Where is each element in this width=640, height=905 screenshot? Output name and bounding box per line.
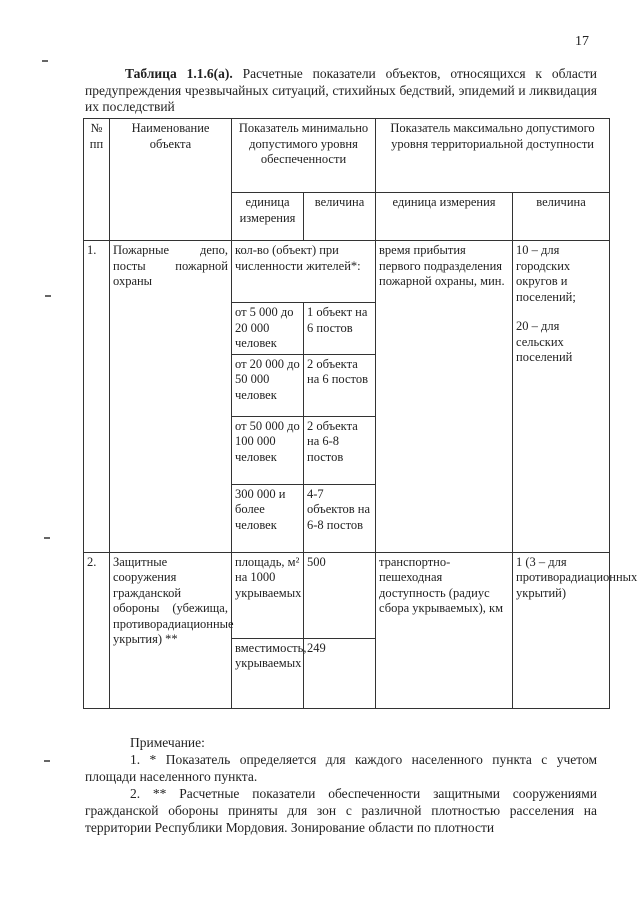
margin-mark: [44, 537, 50, 539]
row1-value-2-rural: 20 – для сельских поселений: [516, 319, 573, 364]
header-min-level: Показатель минимально допустимого уровня обеспеченности: [232, 119, 376, 193]
note-item: 2. ** Расчетные показатели обеспеченности защитными сооружениями гражданской обороны приняты для зон с различной плотностью расселения на территории Республики Мордовия. Зонирование области по плотности: [85, 786, 597, 835]
header-unit-2: единица измерения: [376, 193, 513, 241]
row2-value-capacity: 249: [304, 638, 376, 708]
row1-sub-value: 2 объекта на 6 постов: [304, 354, 376, 416]
caption-label: Таблица 1.1.6(а).: [125, 66, 233, 81]
page-number: 17: [575, 34, 589, 49]
note-item: 1. * Показатель определяется для каждого населенного пункта с учетом площади населенного пункта.: [85, 752, 597, 784]
margin-mark: [42, 60, 48, 62]
header-name: Наименование объекта: [110, 119, 232, 241]
caption-text: Расчетные показатели объектов, относящихся к области предупреждения чрезвычайных ситуаций, стихийных бедствий, эпидемий и ликвидация их последствий: [85, 66, 597, 114]
row1-value-2: [513, 241, 610, 553]
indicators-table: [83, 118, 638, 709]
row1-unit-2: время прибытия первого подразделения пожарной охраны, мин.: [376, 241, 513, 553]
row2-value-area: 500: [304, 552, 376, 638]
margin-mark: [45, 295, 51, 297]
row1-sub-range: от 20 000 до 50 000 человек: [232, 354, 304, 416]
row1-sub-range: 300 000 и более человек: [232, 484, 304, 552]
row1-name: Пожарные депо, посты пожарной охраны: [110, 241, 232, 553]
row2-unit-capacity: вместимость, укрываемых: [232, 638, 304, 708]
row1-num: 1.: [84, 241, 110, 553]
row1-sub-range: от 50 000 до 100 000 человек: [232, 416, 304, 484]
row2-value-2: 1 (3 – для противорадиационных укрытий): [513, 552, 610, 708]
row1-value-2-urban: 10 – для городских округов и поселений;: [516, 243, 576, 304]
row1-sub-value: 4-7 объектов на 6-8 постов: [304, 484, 376, 552]
note-block: [85, 734, 597, 836]
header-value: величина: [304, 193, 376, 241]
row2-num: 2.: [84, 552, 110, 708]
row2-name: Защитные сооружения гражданской обороны (убежища, противорадиационные укрытия) **: [110, 552, 232, 708]
table-caption: [85, 66, 597, 116]
row1-sub-range: от 5 000 до 20 000 человек: [232, 303, 304, 355]
row2-unit-2: транспортно-пешеходная доступность (радиус сбора укрываемых), км: [376, 552, 513, 708]
header-max-level: Показатель максимально допустимого уровня территориальной доступности: [376, 119, 610, 193]
header-unit: единица измерения: [232, 193, 304, 241]
row1-unit-head: кол-во (объект) при численности жителей*:: [232, 241, 376, 303]
note-title: Примечание:: [130, 735, 205, 750]
row1-sub-value: 2 объекта на 6-8 постов: [304, 416, 376, 484]
margin-mark: [44, 760, 50, 762]
header-num: № пп: [84, 119, 110, 241]
row2-unit-area: площадь, м² на 1000 укрываемых: [232, 552, 304, 638]
row1-sub-value: 1 объект на 6 постов: [304, 303, 376, 355]
header-value-2: величина: [513, 193, 610, 241]
